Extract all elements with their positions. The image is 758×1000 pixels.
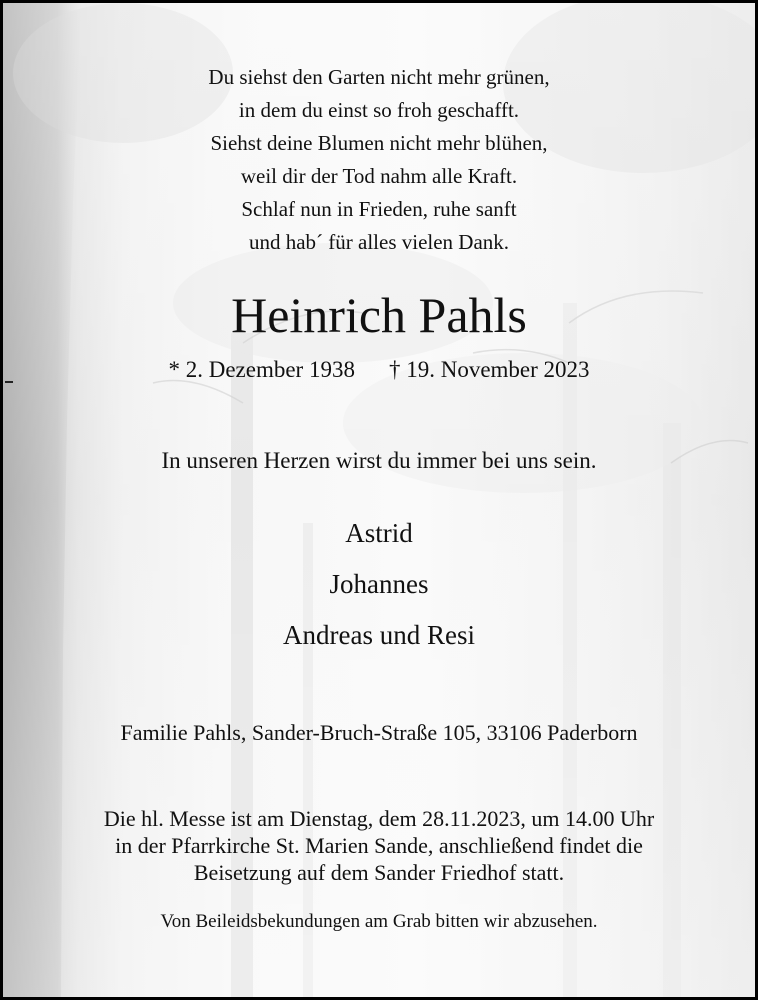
edge-mark [5, 381, 13, 383]
service-line-3: Beisetzung auf dem Sander Friedhof statt. [193, 860, 565, 885]
poem-line-1: Du siehst den Garten nicht mehr grünen, [208, 65, 550, 89]
deceased-name: Heinrich Pahls [231, 287, 527, 343]
motto: In unseren Herzen wirst du immer bei uns sein. [161, 448, 597, 473]
death-date: † 19. November 2023 [388, 357, 590, 382]
poem-line-5: Schlaf nun in Frieden, ruhe sanft [241, 197, 517, 221]
poem-line-4: weil dir der Tod nahm alle Kraft. [240, 164, 518, 188]
life-dates [3, 355, 755, 385]
service-line-1: Die hl. Messe ist am Dienstag, dem 28.11.2023, um 14.00 Uhr [103, 806, 655, 831]
family-address: Familie Pahls, Sander-Bruch-Straße 105, 33106 Paderborn [120, 720, 638, 745]
service-line-2: in der Pfarrkirche St. Marien Sande, anschließend findet die [115, 833, 643, 858]
poem-line-6: und hab´ für alles vielen Dank. [248, 230, 510, 254]
mourner-1: Astrid [345, 518, 413, 548]
mourner-3: Andreas und Resi [283, 620, 475, 650]
birth-date: * 2. Dezember 1938 [168, 357, 355, 382]
poem-line-3: Siehst deine Blumen nicht mehr blühen, [210, 131, 548, 155]
obituary-content [3, 3, 755, 997]
mourner-2: Johannes [329, 569, 429, 599]
poem-line-2: in dem du einst so froh geschafft. [238, 98, 520, 122]
condolence-note: Von Beileidsbekundungen am Grab bitten wir abzusehen. [160, 911, 598, 932]
